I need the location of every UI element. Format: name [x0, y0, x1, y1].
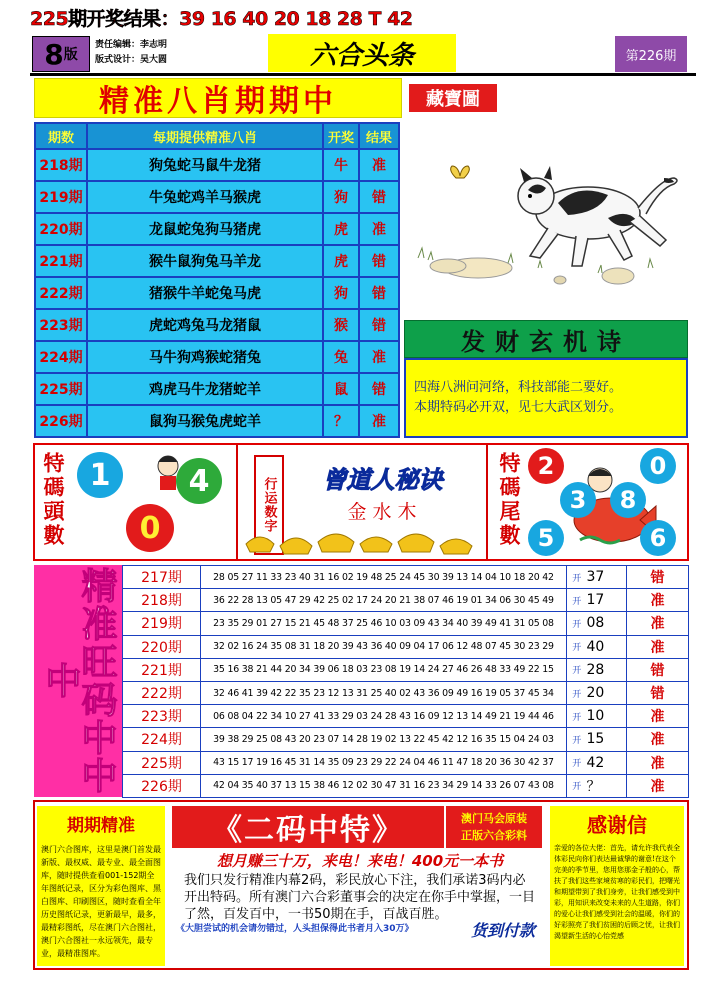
numbers-row: [123, 589, 689, 612]
thanks-letter-text: 亲爱的各位大佬：首先，请允许我代表全体彩民向你们表达最诚挚的谢意!在这个完美的季节里，您用您那金子般的心，帮扶了我们这些家境贫寒的彩民们，把曙光和期望带到了我们身旁，让我们感受到中彩，用知识来改变未来的人生道路，你们的爱心让我们感受到社会的温暖，你们的好彩照亮了我们贫困的后顾之忧，让我们渴望新生活的心怡党感: [550, 840, 684, 966]
zodiac-animals: 猪猴牛羊蛇兔马虎: [87, 277, 323, 309]
numbers-open-label: 开: [567, 589, 587, 612]
zodiac-row: [35, 245, 399, 277]
tail-ball-4: 8: [610, 482, 646, 518]
ad-slogan: 想月赚三十万，来电！来电！400元一本书: [216, 851, 504, 870]
hot-numbers-label-panel: [34, 565, 122, 797]
numbers-row: [123, 635, 689, 658]
cat-icon: [518, 166, 677, 266]
zodiac-open: 兔: [323, 341, 359, 373]
numbers-list: 42 04 35 40 37 13 15 38 46 12 02 30 47 31 16 23 34 29 14 33 26 07 43 08: [201, 774, 567, 797]
zodiac-result: 准: [359, 405, 399, 437]
zodiac-result: 错: [359, 373, 399, 405]
zodiac-row: [35, 373, 399, 405]
hot-numbers-label: 精准旺码中中中: [40, 567, 117, 795]
numbers-row: [123, 658, 689, 681]
numbers-result: 错: [627, 681, 689, 704]
numbers-special: 20: [587, 681, 627, 704]
zodiac-animals: 马牛狗鸡猴蛇猪兔: [87, 341, 323, 373]
numbers-open-label: 开: [567, 612, 587, 635]
header-open: 开奖: [323, 123, 359, 149]
numbers-period: 223期: [123, 705, 201, 728]
zodiac-open: 狗: [323, 181, 359, 213]
tail-ball-6: 6: [640, 520, 676, 556]
numbers-result: 准: [627, 589, 689, 612]
numbers-open-label: 开: [567, 751, 587, 774]
numbers-row: [123, 728, 689, 751]
paper-title: 六合头条: [268, 34, 456, 72]
numbers-list: 35 16 38 21 44 20 34 39 06 18 03 23 08 19 14 24 27 46 26 48 33 49 22 15: [201, 658, 567, 681]
zodiac-result: 准: [359, 213, 399, 245]
ad-tag: [446, 806, 542, 848]
numbers-row: [123, 774, 689, 797]
numbers-row: [123, 566, 689, 589]
treasure-map-label: 藏寶圖: [409, 84, 497, 112]
poem-line-1: 四海八洲问河络，科技部能二要好。: [414, 380, 623, 395]
zodiac-open: 猴: [323, 309, 359, 341]
numbers-period: 217期: [123, 566, 201, 589]
numbers-open-label: 开: [567, 635, 587, 658]
zodiac-open: ？: [323, 405, 359, 437]
zodiac-table-header: [35, 123, 399, 149]
header-result: 结果: [359, 123, 399, 149]
lucky-number-badge: 行运数字: [254, 455, 284, 555]
zodiac-section-title: 精准八肖期期中: [34, 78, 402, 118]
zodiac-result: 准: [359, 149, 399, 181]
zodiac-result: 错: [359, 277, 399, 309]
ad-warning: 《大胆尝试的机会请勿错过，人头担保得此书者月入30万》: [176, 924, 414, 934]
zodiac-period: 225期: [35, 373, 87, 405]
numbers-special: 37: [587, 566, 627, 589]
special-tail-label: 特碼尾數: [497, 452, 522, 548]
secret-elements: 金水木: [347, 500, 423, 523]
numbers-special: 42: [587, 751, 627, 774]
zodiac-result: 错: [359, 245, 399, 277]
numbers-period: 219期: [123, 612, 201, 635]
zodiac-animals: 鸡虎马牛龙猪蛇羊: [87, 373, 323, 405]
tail-ball-1: 2: [528, 448, 564, 484]
zodiac-result: 错: [359, 309, 399, 341]
tail-ball-5: 5: [528, 520, 564, 556]
cat-illustration: [408, 118, 688, 316]
page-number: 8: [44, 37, 64, 71]
zodiac-period: 219期: [35, 181, 87, 213]
numbers-list: 32 02 16 24 35 08 31 18 20 39 43 36 40 09 04 17 06 12 48 07 45 30 23 29: [201, 635, 567, 658]
zodiac-open: 鼠: [323, 373, 359, 405]
numbers-open-label: 开: [567, 566, 587, 589]
numbers-result: 错: [627, 658, 689, 681]
numbers-list: 43 15 17 19 16 45 31 14 35 09 23 29 22 24 04 46 11 47 18 20 36 30 42 37: [201, 751, 567, 774]
zodiac-row: [35, 309, 399, 341]
zodiac-row: [35, 181, 399, 213]
tail-ball-2: 0: [640, 448, 676, 484]
numbers-result: 准: [627, 774, 689, 797]
numbers-open-label: 开: [567, 705, 587, 728]
zodiac-animals: 龙鼠蛇兔狗马猪虎: [87, 213, 323, 245]
numbers-result: 准: [627, 635, 689, 658]
zodiac-animals: 鼠狗马猴兔虎蛇羊: [87, 405, 323, 437]
numbers-open-label: 开: [567, 658, 587, 681]
page-unit: 版: [63, 47, 78, 63]
zodiac-animals: 牛兔蛇鸡羊马猴虎: [87, 181, 323, 213]
poem-box: [404, 358, 688, 438]
zodiac-row: [35, 213, 399, 245]
special-head-label: 特碼頭數: [41, 452, 66, 548]
head-ball-1: 1: [77, 452, 123, 498]
header-animals: 每期提供精准八肖: [87, 123, 323, 149]
head-ball-2: 4: [176, 458, 222, 504]
numbers-special: 40: [587, 635, 627, 658]
numbers-special: 15: [587, 728, 627, 751]
zodiac-row: [35, 405, 399, 437]
zodiac-open: 牛: [323, 149, 359, 181]
zodiac-period: 223期: [35, 309, 87, 341]
ad-tag-line-1: 澳门马会原装: [461, 812, 527, 825]
numbers-list: 06 08 04 22 34 10 27 41 33 29 03 24 28 43 16 09 12 13 14 49 21 19 44 46: [201, 705, 567, 728]
numbers-result: 准: [627, 705, 689, 728]
numbers-period: 225期: [123, 751, 201, 774]
tail-ball-3: 3: [560, 482, 596, 518]
head-ball-3: 0: [126, 504, 174, 552]
numbers-special: 28: [587, 658, 627, 681]
zodiac-period: 218期: [35, 149, 87, 181]
zodiac-period: 221期: [35, 245, 87, 277]
credits: [95, 38, 167, 68]
left-ad-title: 期期精准: [37, 806, 165, 840]
zodiac-animals: 猴牛鼠狗兔马羊龙: [87, 245, 323, 277]
poem-title: 发财玄机诗: [404, 320, 688, 358]
numbers-special: 08: [587, 612, 627, 635]
numbers-result: 准: [627, 751, 689, 774]
numbers-special: 17: [587, 589, 627, 612]
zodiac-period: 224期: [35, 341, 87, 373]
numbers-special: 10: [587, 705, 627, 728]
zodiac-row: [35, 341, 399, 373]
zodiac-period: 222期: [35, 277, 87, 309]
issue-badge: 第226期: [615, 36, 687, 72]
zodiac-animals: 狗兔蛇马鼠牛龙猪: [87, 149, 323, 181]
zodiac-animals: 虎蛇鸡兔马龙猪鼠: [87, 309, 323, 341]
designer-credit: 版式设计：吴大圆: [95, 55, 168, 65]
numbers-row: [123, 681, 689, 704]
zodiac-row: [35, 277, 399, 309]
left-ad-text: 澳门六合图库，这里是澳门首发最新版、最权威、最专业、最全面图库，随时提供查看001-152期全年图纸记录，区分为彩色图库、黑白图库、印刷图区，随时查看全年历史图纸记录，更新最早，最多，最精彩图纸，尽在澳门六合图社，澳门六合图社一永远领先，最专业，最精准图库。: [37, 840, 165, 966]
numbers-list: 32 46 41 39 42 22 35 23 12 13 31 25 40 02 43 36 09 49 16 19 05 37 45 34: [201, 681, 567, 704]
zodiac-table: [34, 122, 400, 438]
cash-on-delivery: 货到付款: [470, 920, 535, 940]
zodiac-open: 虎: [323, 213, 359, 245]
two-code-ad-title: 《二码中特》: [172, 806, 444, 848]
zodiac-period: 226期: [35, 405, 87, 437]
header-period: 期数: [35, 123, 87, 149]
numbers-period: 224期: [123, 728, 201, 751]
gold-ingots-illustration: [240, 524, 484, 556]
numbers-period: 222期: [123, 681, 201, 704]
secret-title: 曾道人秘诀: [322, 465, 443, 494]
zodiac-period: 220期: [35, 213, 87, 245]
poem-line-2: 本期特码必开双，见七大武区划分。: [414, 400, 623, 415]
numbers-period: 221期: [123, 658, 201, 681]
numbers-open-label: 开: [567, 681, 587, 704]
numbers-result: 准: [627, 728, 689, 751]
numbers-result: 准: [627, 612, 689, 635]
zodiac-open: 狗: [323, 277, 359, 309]
numbers-period: 226期: [123, 774, 201, 797]
hot-numbers-table: [122, 565, 689, 798]
numbers-list: 36 22 28 13 05 47 29 42 25 02 17 24 20 21 38 07 46 19 01 34 06 30 45 49: [201, 589, 567, 612]
numbers-period: 218期: [123, 589, 201, 612]
numbers-row: [123, 705, 689, 728]
numbers-special: ？: [587, 774, 627, 797]
numbers-row: [123, 612, 689, 635]
zodiac-result: 错: [359, 181, 399, 213]
zodiac-open: 虎: [323, 245, 359, 277]
thanks-letter-title: 感谢信: [550, 806, 684, 840]
numbers-list: 23 35 29 01 27 15 21 45 48 37 25 46 10 03 09 43 34 40 39 49 41 31 05 08: [201, 612, 567, 635]
ad-tag-line-2: 正版六合彩料: [461, 829, 527, 842]
numbers-open-label: 开: [567, 728, 587, 751]
ad-promise: 我们只发行精准内幕2码，彩民放心下注，我们承诺3码内必开出特码。所有澳门六合彩董事会的决定在你手中掌握，一目了然，百发百中，一书50期在手，百战百胜。: [184, 873, 536, 922]
numbers-list: 28 05 27 11 33 23 40 31 16 02 19 48 25 24 45 30 39 13 14 04 10 18 20 42: [201, 566, 567, 589]
numbers-open-label: 开: [567, 774, 587, 797]
editor-credit: 责任编辑：李志明: [95, 40, 168, 50]
numbers-list: 39 38 29 25 08 43 20 23 07 14 28 19 02 13 22 45 42 12 16 35 15 04 24 03: [201, 728, 567, 751]
page-number-badge: [32, 36, 90, 72]
numbers-row: [123, 751, 689, 774]
zodiac-row: [35, 149, 399, 181]
numbers-period: 220期: [123, 635, 201, 658]
zodiac-result: 准: [359, 341, 399, 373]
draw-result-line: 225期开奖结果：39 16 40 20 18 28 T 42: [30, 8, 413, 30]
numbers-result: 错: [627, 566, 689, 589]
butterfly-icon: [451, 166, 470, 178]
